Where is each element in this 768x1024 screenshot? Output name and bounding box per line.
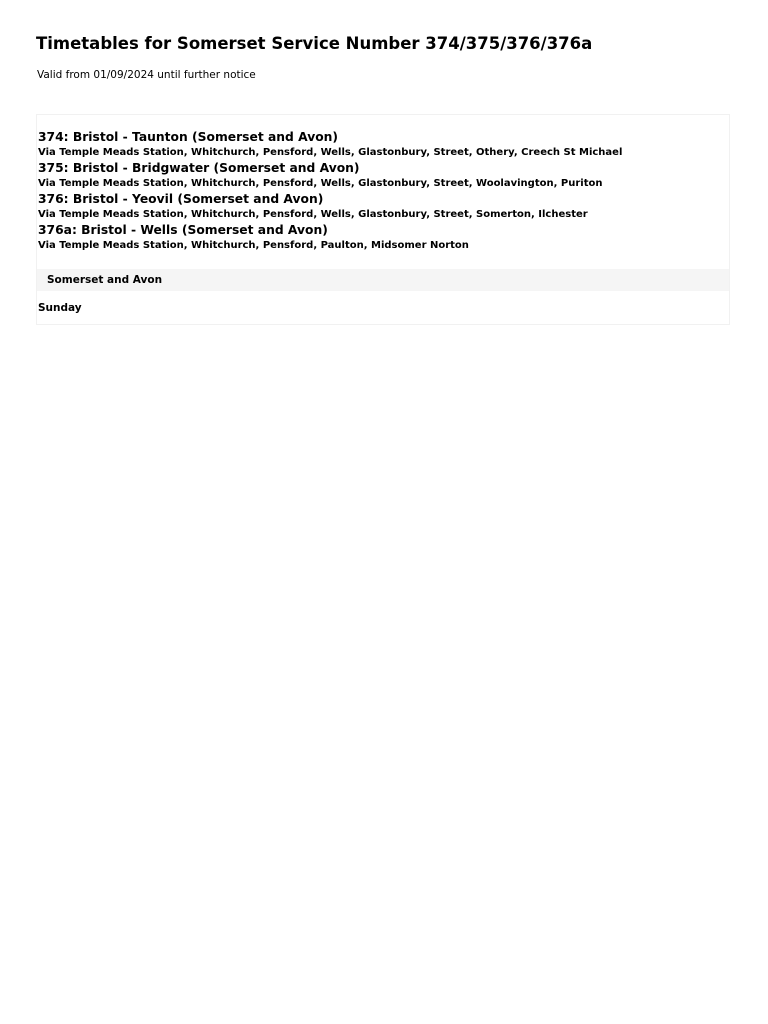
operator-header: Somerset and Avon [37,269,729,291]
route-via: Via Temple Meads Station, Whitchurch, Pensford, Wells, Glastonbury, Street, Woolavington, Puriton [38,178,603,189]
route-name: 376a: Bristol - Wells (Somerset and Avon) [38,223,328,237]
route-via: Via Temple Meads Station, Whitchurch, Pensford, Paulton, Midsomer Norton [38,240,469,251]
validity-notice: Valid from 01/09/2024 until further notice [37,69,256,81]
route-item-376a [38,222,728,253]
route-name: 374: Bristol - Taunton (Somerset and Avon) [38,130,339,144]
route-via: Via Temple Meads Station, Whitchurch, Pensford, Wells, Glastonbury, Street, Othery, Creech St Michael [38,147,623,158]
page-title: Timetables for Somerset Service Number 374/375/376/376a [36,34,593,53]
route-item-375 [38,160,728,191]
route-name: 375: Bristol - Bridgwater (Somerset and Avon) [38,161,360,175]
route-item-376 [38,191,728,222]
route-list [38,129,728,253]
route-item-374 [38,129,728,160]
route-name: 376: Bristol - Yeovil (Somerset and Avon) [38,192,324,206]
route-via: Via Temple Meads Station, Whitchurch, Pensford, Wells, Glastonbury, Street, Somerton, Ilchester [38,209,588,220]
timetable-panel [36,114,730,325]
day-label: Sunday [38,302,82,314]
